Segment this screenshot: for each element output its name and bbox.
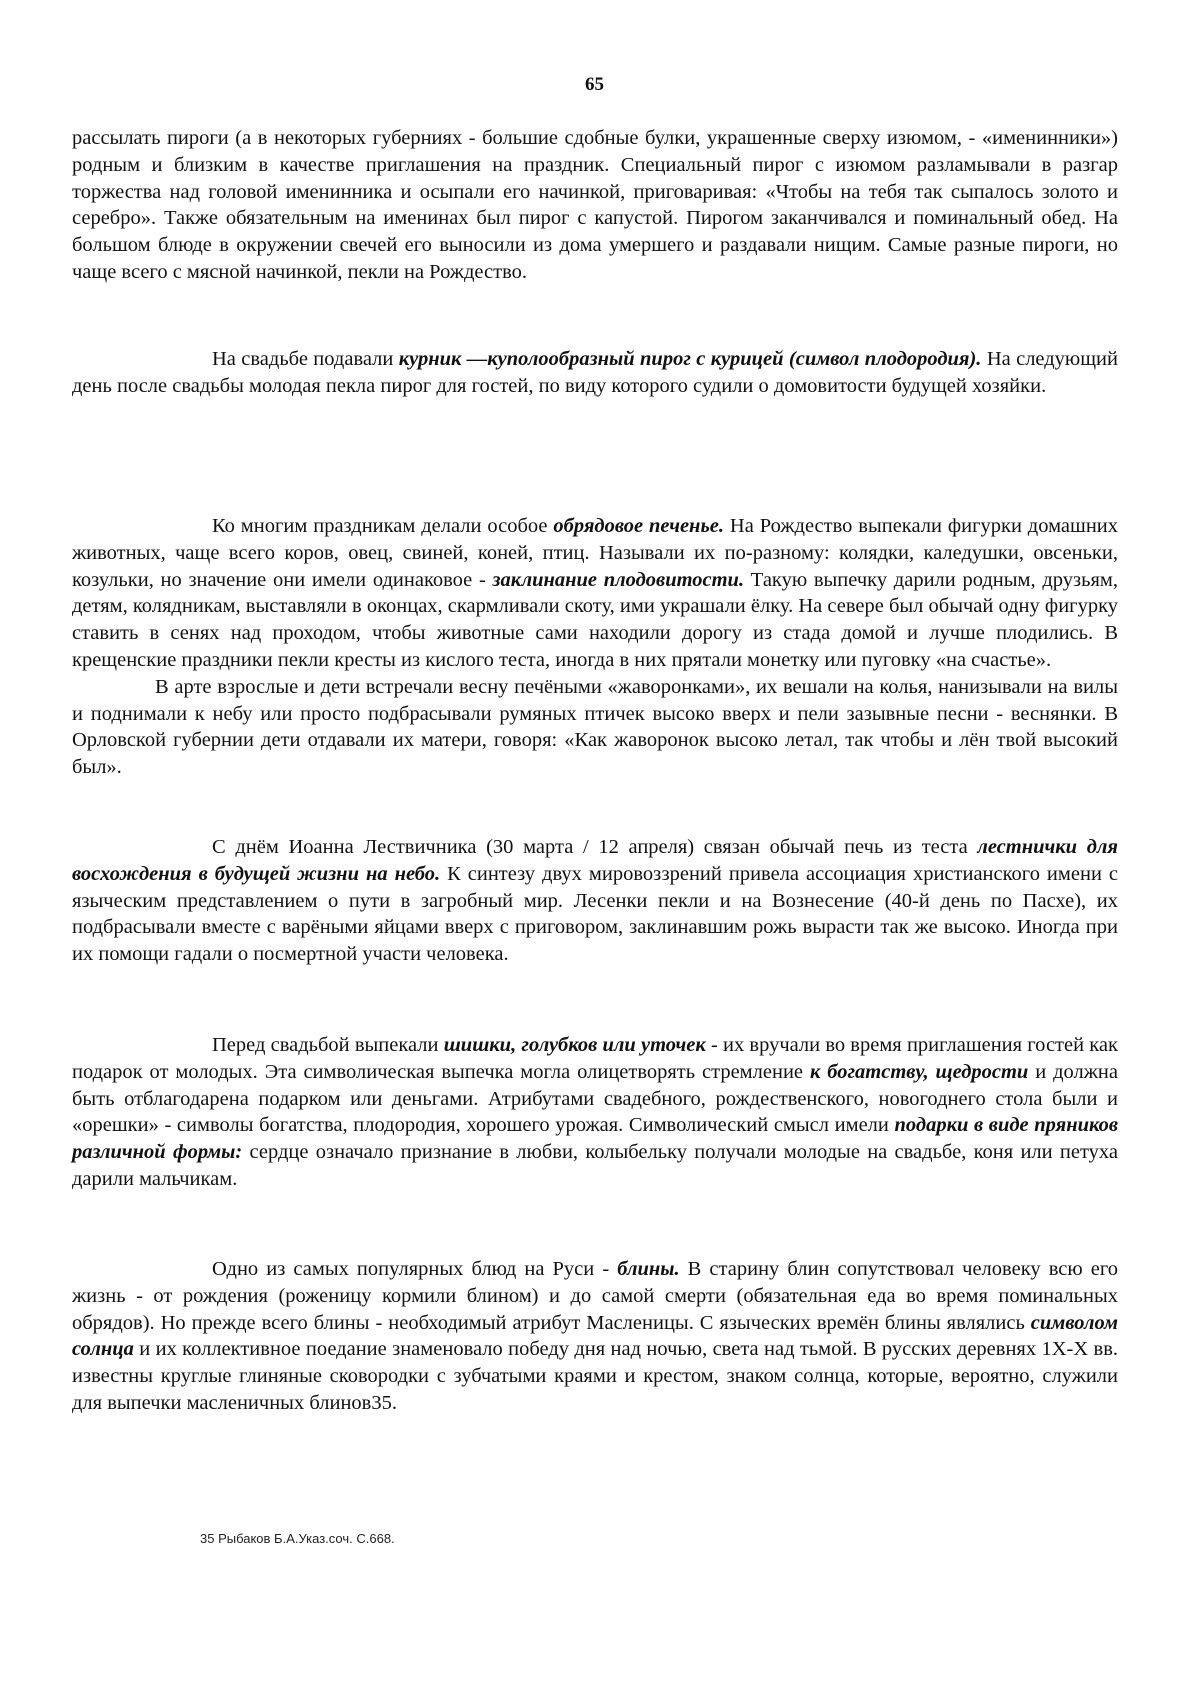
- text-run: и их коллективное поедание знаменовало победу дня над ночью, света над тьмой. В русских деревнях 1Х-Х вв. известны круглые глиняные сковородки с зубчатыми краями и крестом, знаком солнца, которые, вероятно, служили для выпечки масленичных блинов35.: [72, 1338, 1118, 1414]
- emphasis-text: лестнички для восхождения в будущей жизни на небо.: [72, 836, 1118, 885]
- paragraph-text: [72, 346, 1118, 400]
- emphasis-text: блины.: [617, 1258, 680, 1280]
- paragraph-text: [72, 513, 1118, 674]
- emphasis-text: курник —куполообразный пирог с курицей (символ плодородия).: [398, 348, 982, 370]
- emphasis-text: шишки, голубков или уточек: [443, 1034, 706, 1056]
- emphasis-text: подарки в виде пряников различной формы:: [72, 1114, 1118, 1164]
- paragraph-text: [72, 1256, 1118, 1417]
- text-run: На следующий день после свадьбы молодая пекла пирог для гостей, по виду которого судили о домовитости будущей хозяйки.: [72, 348, 1118, 397]
- text-run: Одно из самых популярных блюд на Руси -: [212, 1258, 618, 1280]
- paragraph-ladders: [72, 834, 1118, 968]
- text-run: сердце означало признание в любви, колыбельку получали молодые на свадьбе, коня или петуха дарили мальчикам.: [72, 1141, 1118, 1190]
- text-run: На Рождество выпекали фигурки домашних животных, чаще всего коров, овец, свиней, коней, птиц. Называли их по-разному: колядки, каледушки, овсеньки, козульки, но значение они имели одинаковое -: [72, 515, 1119, 591]
- page-number: 65: [585, 74, 604, 95]
- paragraph-pies: [72, 125, 1118, 286]
- paragraph-text: В арте взрослые и дети встречали весну печёными «жаворонками», их вешали на колья, нанизывали на вилы и поднимали к небу или просто подбрасывали румяных птичек высоко вверх и пели зазывные песни - веснянки. В Орловской губернии дети отдавали их матери, говоря: «Как жаворонок высоко летал, так чтобы и лён твой высокий был».: [72, 675, 1118, 779]
- text-run: К синтезу двух мировоззрений привела ассоциация христианского имени с языческим представлением о пути в загробный мир. Лесенки пекли и на Вознесение (40-й день по Пасхе), их подбрасывали вместе с варёными яйцами вверх с приговором, заклинавшим рожь вырасти так же высоко. Иногда при их помощи гадали о посмертной участи человека.: [72, 862, 1118, 966]
- emphasis-text: обрядовое печенье.: [553, 515, 725, 537]
- emphasis-text: символом солнца: [72, 1311, 1118, 1361]
- paragraph-wedding-baking: [72, 1032, 1118, 1193]
- paragraph-pancakes: [72, 1256, 1118, 1417]
- text-run: Ко многим праздникам делали особое: [212, 515, 554, 537]
- paragraph-wedding-kurnik: [72, 346, 1118, 400]
- text-run: В старину блин сопутствовал человеку всю его жизнь - от рождения (роженицу кормили блином) и до самой смерти (обязательная еда во время поминальных обрядов). Но прежде всего блины - необходимый атрибут Масленицы. С языческих времён блины являлись: [72, 1258, 1118, 1334]
- paragraph-text: [72, 1032, 1118, 1193]
- text-run: Такую выпечку дарили родным, друзьям, детям, колядникам, выставляли в оконцах, скармливали скоту, ими украшали ёлку. На севере был обычай одну фигурку ставить в сенях над проходом, чтобы животные сами находили дорогу из стада домой и лучше плодились. В крещенские праздники пекли кресты из кислого теста, иногда в них прятали монетку или пуговку «на счастье».: [72, 568, 1118, 671]
- paragraph-ritual-cookies: [72, 513, 1118, 781]
- text-run: - их вручали во время приглашения гостей как подарок от молодых. Эта символическая выпечка могла олицетворять стремление: [72, 1034, 1118, 1083]
- text-run: Перед свадьбой выпекали: [212, 1034, 444, 1056]
- paragraph-text: [72, 834, 1118, 968]
- paragraph-text: рассылать пироги (а в некоторых губерниях - большие сдобные булки, украшенные сверху изюмом, - «именинники») родным и близким в качестве приглашения на праздник. Специальный пирог с изюмом разламывали в разгар торжества над головой именинника и осыпали его начинкой, приговаривая: «Чтобы на тебя так сыпалось золото и серебро». Также обязательным на именинах был пирог с капустой. Пирогом заканчивался и поминальный обед. На большом блюде в окружении свечей его выносили из дома умершего и раздавали нищим. Самые разные пироги, но чаще всего с мясной начинкой, пекли на Рождество.: [72, 127, 1118, 283]
- text-run: С днём Иоанна Лествичника (30 марта / 12 апреля) связан обычай печь из теста: [212, 836, 978, 858]
- emphasis-text: заклинание плодовитости.: [492, 568, 745, 591]
- footnote: 35 Рыбаков Б.А.Указ.соч. С.668.: [200, 1531, 395, 1546]
- text-run: На свадьбе подавали: [212, 348, 399, 370]
- text-run: и должна быть отблагодарена подарком или деньгами. Атрибутами свадебного, рождественского, новогоднего стола были и «орешки» - символы богатства, плодородия, хорошего урожая. Символический смысл имели: [72, 1060, 1118, 1137]
- emphasis-text: к богатству, щедрости: [809, 1060, 1029, 1083]
